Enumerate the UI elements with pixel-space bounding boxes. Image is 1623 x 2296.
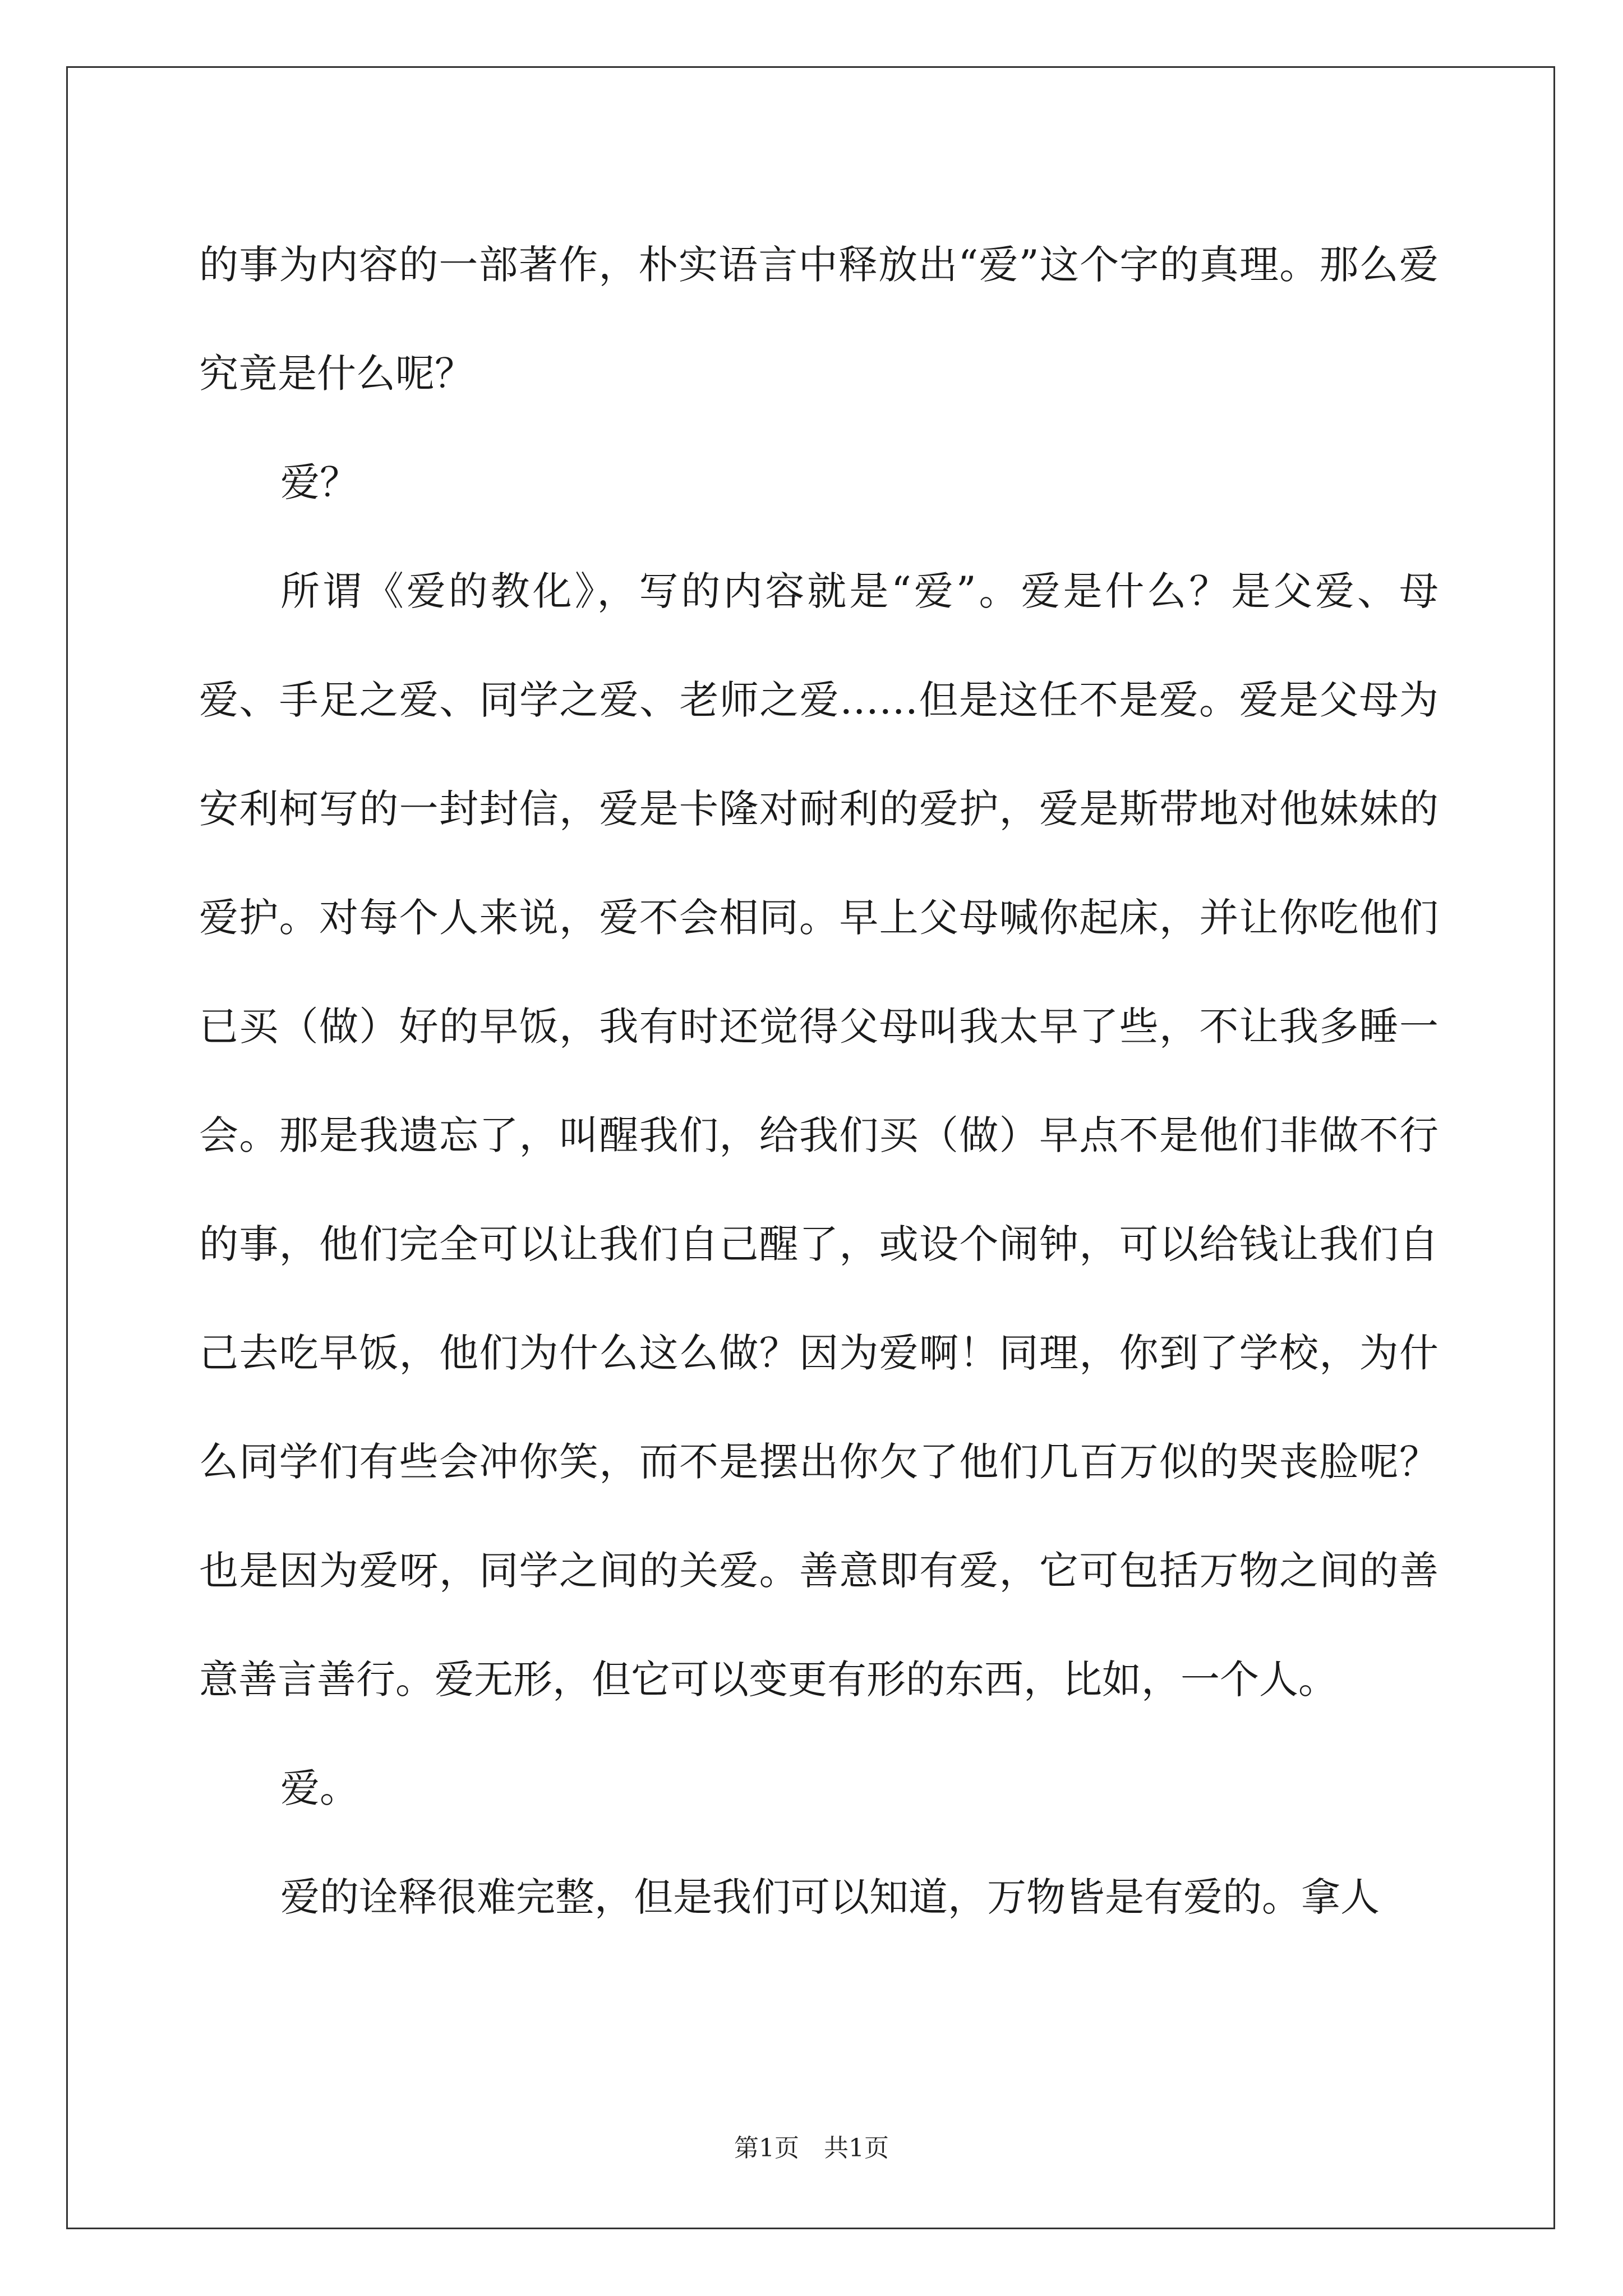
- page-number-footer: 第1页 共1页: [734, 2134, 889, 2162]
- document-body: [199, 210, 1438, 1952]
- paragraph-5: 爱的诠释很难完整，但是我们可以知道，万物皆是有爱的。拿人: [280, 1874, 1380, 1920]
- paragraph-1: 的事为内容的一部著作，朴实语言中释放出“爱”这个字的真理。那么爱究竟是什么呢？: [199, 242, 1438, 397]
- paragraph-3: 所谓《爱的教化》，写的内容就是“爱”。爱是什么？是父爱、母爱、手足之爱、同学之爱、老师之爱……但是这任不是爱。爱是父母为安利柯写的一封封信，爱是卡隆对耐利的爱护，爱是斯带地对他妹妹的爱护。对每个人来说，爱不会相同。早上父母喊你起床，并让你吃他们已买（做）好的早饭，我有时还觉得父母叫我太早了些，不让我多睡一会。那是我遗忘了，叫醒我们，给我们买（做）早点不是他们非做不行的事，他们完全可以让我们自己醒了，或设个闹钟，可以给钱让我们自己去吃早饭，他们为什么这么做？因为爱啊！同理，你到了学校，为什么同学们有些会冲你笑，而不是摆出你欠了他们几百万似的哭丧脸呢？也是因为爱呀，同学之间的关爱。善意即有爱，它可包括万物之间的善意善言善行。爱无形，但它可以变更有形的东西，比如，一个人。: [199, 568, 1438, 1703]
- paragraph-2: 爱？: [280, 459, 359, 505]
- paragraph-4: 爱。: [280, 1765, 359, 1811]
